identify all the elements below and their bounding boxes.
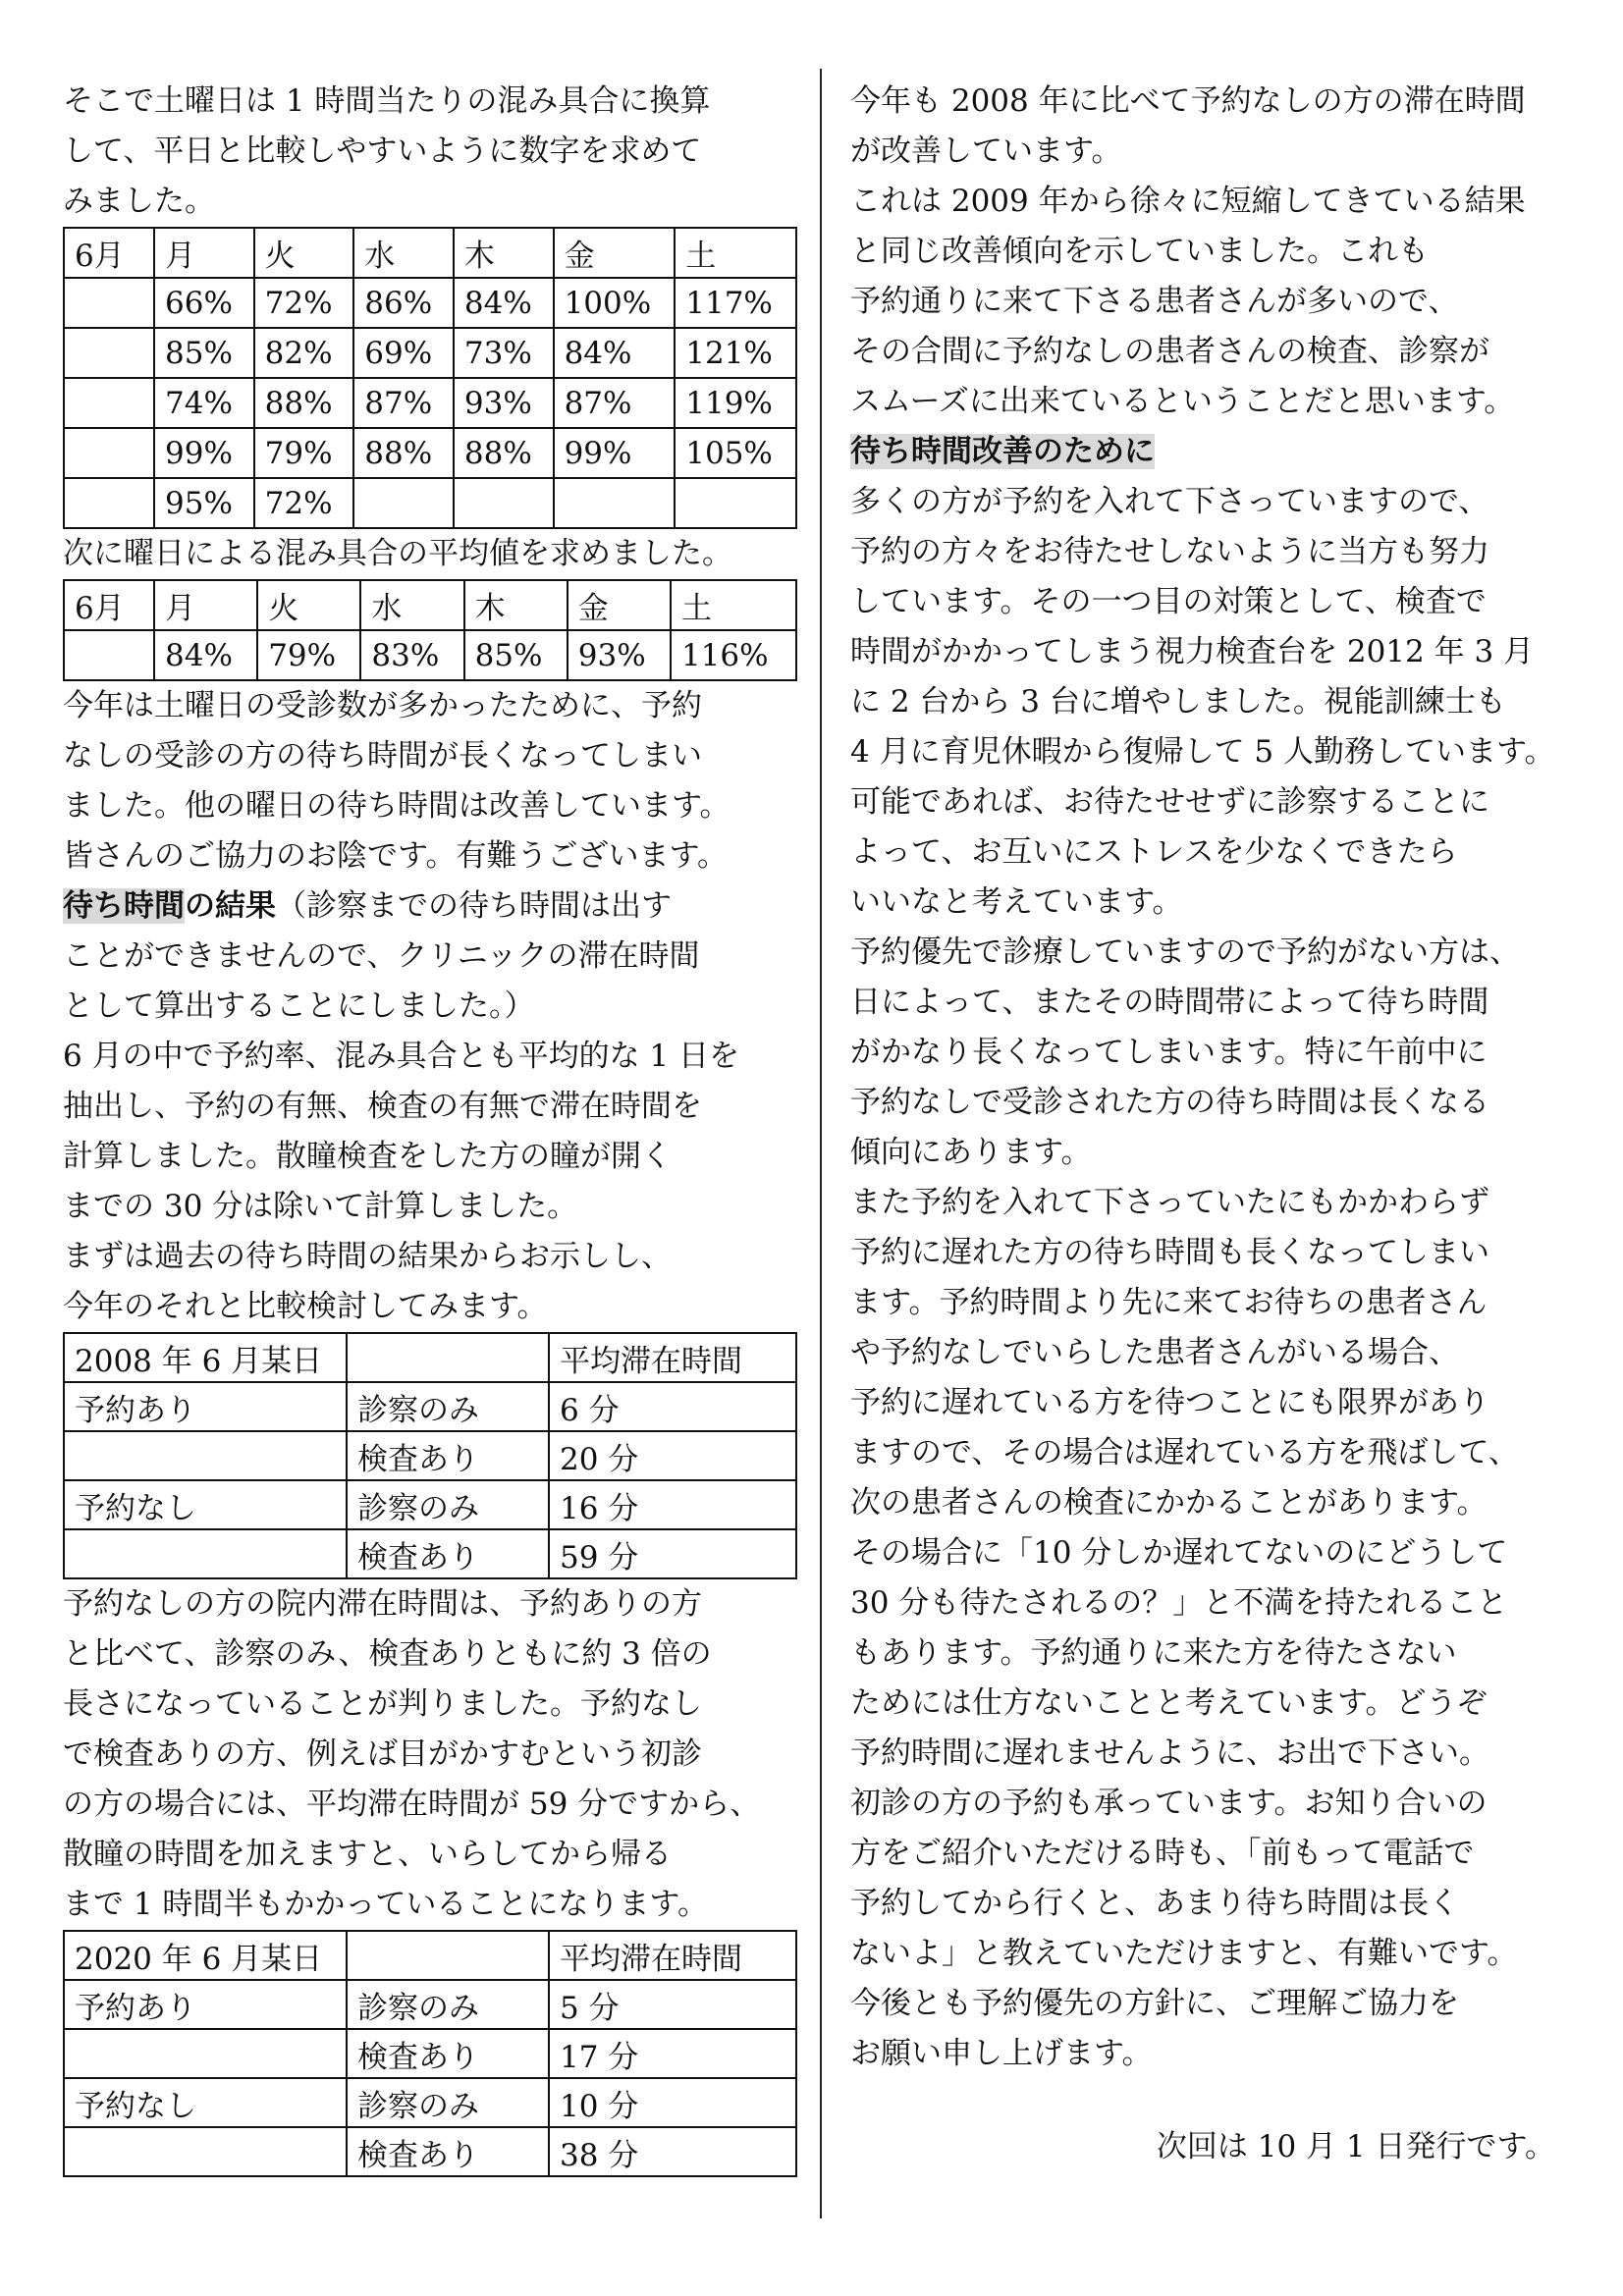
text-line: 今年も 2008 年に比べて予約なしの方の滞在時間 [850, 83, 1526, 119]
table-cell [64, 2029, 347, 2078]
table-cell: 79% [257, 630, 360, 680]
left-column [63, 77, 797, 2177]
text-line: 予約に遅れた方の待ち時間も長くなってしまい [850, 1235, 1489, 1270]
text-line: 予約なしで受診された方の待ち時間は長くなる [850, 1085, 1489, 1120]
table-cell: 予約なし [64, 1480, 347, 1529]
table-cell: 99% [154, 428, 254, 478]
text-line: ためには仕方ないことと考えています。どうぞ [850, 1685, 1488, 1721]
table-cell: 69% [353, 328, 454, 378]
results-heading-bold: の結果 [185, 888, 276, 924]
text-line: 予約時間に遅れませんように、お出で下さい。 [850, 1735, 1489, 1771]
stay-time-table-2020 [63, 1930, 797, 2177]
text-line: に 2 台から 3 台に増やしました。視能訓練士も [850, 684, 1506, 720]
table-cell: 88% [353, 428, 454, 478]
text-line: そこで土曜日は 1 時間当たりの混み具合に換算 [63, 83, 711, 119]
table-cell: 診察のみ [347, 1980, 549, 2029]
table-cell: 火 [257, 580, 360, 630]
next-issue-note: 次回は 10 月 1 日発行です。 [1156, 2129, 1555, 2164]
text-line: 予約なしの方の院内滞在時間は、予約ありの方 [63, 1586, 702, 1622]
text-line: 日によって、またその時間帯によって待ち時間 [850, 985, 1489, 1020]
table-cell: 72% [254, 278, 354, 328]
table-cell: 木 [454, 228, 554, 278]
improvement-heading-line [850, 427, 1555, 477]
table-cell: 予約なし [64, 2078, 347, 2127]
table-cell: 79% [254, 428, 354, 478]
table-cell: 金 [568, 580, 671, 630]
text-line: 予約してから行くと、あまり待ち時間は長く [850, 1886, 1459, 1921]
table-cell: 73% [454, 328, 554, 378]
table-header-row [64, 580, 796, 630]
efforts-paragraph [850, 477, 1555, 2079]
saturday-paragraph [63, 681, 797, 881]
table-cell: 116% [671, 630, 796, 680]
table-cell [64, 378, 154, 428]
intro-paragraph [63, 77, 797, 227]
improvement-paragraph [850, 77, 1555, 427]
text-line: 予約に遅れている方を待つことにも限界があり [850, 1385, 1489, 1420]
text-line: が改善しています。 [850, 133, 1122, 169]
text-line: また予約を入れて下さっていたにもかかわらず [850, 1185, 1489, 1220]
table-cell [64, 328, 154, 378]
text-line: 傾向にあります。 [850, 1135, 1092, 1170]
table-cell: 火 [254, 228, 354, 278]
table-cell: 93% [454, 378, 554, 428]
improvement-heading: 待ち時間改善のために [850, 434, 1155, 469]
text-line: 予約優先で診療していますので予約がない方は、 [850, 934, 1520, 970]
table-row [64, 2127, 796, 2176]
text-line: ました。他の曜日の待ち時間は改善しています。 [63, 788, 730, 824]
text-line: ますので、その場合は遅れている方を飛ばして、 [850, 1435, 1519, 1470]
table-cell: 16 分 [549, 1480, 796, 1529]
table-cell: 86% [353, 278, 454, 328]
table-row [64, 428, 796, 478]
table-cell: 診察のみ [347, 1382, 549, 1431]
results-heading-line [63, 881, 797, 932]
table-header-row [64, 1931, 796, 1980]
table-row [64, 278, 796, 328]
text-line: と同じ改善傾向を示していました。これも [850, 234, 1429, 269]
table-cell: 38 分 [549, 2127, 796, 2176]
table-row [64, 630, 796, 680]
table-cell: 土 [671, 580, 796, 630]
table-cell: 平均滞在時間 [549, 1333, 796, 1382]
text-line: 散瞳の時間を加えますと、いらしてから帰る [63, 1837, 672, 1872]
table-cell: 85% [464, 630, 568, 680]
table-cell: 72% [254, 478, 354, 528]
text-line: 6 月の中で予約率、混み具合とも平均的な 1 日を [63, 1039, 740, 1074]
table-cell: 87% [353, 378, 454, 428]
table-cell: 84% [454, 278, 554, 328]
text-line: 時間がかかってしまう視力検査台を 2012 年 3 月 [850, 634, 1535, 669]
average-intro: 次に曜日による混み具合の平均値を求めました。 [63, 536, 732, 571]
text-line: の方の場合には、平均滞在時間が 59 分ですから、 [63, 1787, 761, 1822]
text-line: までの 30 分は除いて計算しました。 [63, 1189, 578, 1224]
table-header-row [64, 1333, 796, 1382]
table-cell: 10 分 [549, 2078, 796, 2127]
table-cell [64, 1431, 347, 1480]
text-line: 多くの方が予約を入れて下さっていますので、 [850, 484, 1489, 519]
daily-congestion-table [63, 227, 797, 529]
table-row [64, 378, 796, 428]
text-line: ないよ」と教えていただけますと、有難いです。 [850, 1936, 1518, 1971]
table-cell [347, 1931, 549, 1980]
table-cell: 93% [568, 630, 671, 680]
text-line: 今年は土曜日の受診数が多かったために、予約 [63, 688, 702, 723]
table-cell: 木 [464, 580, 568, 630]
table-cell: 6月 [64, 228, 154, 278]
table-cell: 平均滞在時間 [549, 1931, 796, 1980]
table-cell [64, 1529, 347, 1578]
table-row [64, 1480, 796, 1529]
table-row [64, 478, 796, 528]
text-line: いいなと考えています。 [850, 884, 1183, 920]
table-cell: 88% [254, 378, 354, 428]
table-cell [64, 630, 154, 680]
table-cell [353, 478, 454, 528]
table-cell: 水 [353, 228, 454, 278]
stay-time-table-2008 [63, 1332, 797, 1579]
table-row [64, 2078, 796, 2127]
table-cell: 検査あり [347, 2127, 549, 2176]
table-cell: 土 [675, 228, 796, 278]
table-cell: 検査あり [347, 2029, 549, 2078]
text-line: なしの受診の方の待ち時間が長くなってしまい [63, 738, 702, 774]
table-cell: 121% [675, 328, 796, 378]
table-cell: 117% [675, 278, 796, 328]
text-line: スムーズに出来ているということだと思います。 [850, 384, 1515, 419]
table-header-row [64, 228, 796, 278]
table-cell [675, 478, 796, 528]
comparison-paragraph [63, 1579, 797, 1930]
table-cell: 99% [554, 428, 676, 478]
right-column [850, 77, 1555, 2172]
table-cell: 83% [360, 630, 463, 680]
spacer [850, 2079, 1555, 2122]
text-line: と比べて、診察のみ、検査ありともに約 3 倍の [63, 1636, 712, 1672]
table-cell [554, 478, 676, 528]
text-line: ことができませんので、クリニックの滞在時間 [63, 938, 700, 974]
text-line: で検査ありの方、例えば目がかすむという初診 [63, 1736, 702, 1772]
table-cell: 月 [154, 580, 257, 630]
text-line: これは 2009 年から徐々に短縮してきている結果 [850, 184, 1526, 219]
text-line: 可能であれば、お待たせせずに診察することに [850, 784, 1489, 820]
table-row [64, 1431, 796, 1480]
table-cell: 88% [454, 428, 554, 478]
text-line: として算出することにしました。） [63, 988, 535, 1024]
text-line: 計算しました。散瞳検査をした方の瞳が開く [63, 1139, 672, 1174]
table-cell [454, 478, 554, 528]
table-cell: 119% [675, 378, 796, 428]
table-cell: 74% [154, 378, 254, 428]
table-cell: 水 [360, 580, 463, 630]
weekday-average-table [63, 579, 797, 681]
table-cell: 金 [554, 228, 676, 278]
text-line: がかなり長くなってしまいます。特に午前中に [850, 1035, 1488, 1070]
text-line: 長さになっていることが判りました。予約なし [63, 1686, 702, 1722]
column-divider [820, 69, 822, 2218]
table-cell: 95% [154, 478, 254, 528]
table-cell: 検査あり [347, 1431, 549, 1480]
results-heading-note: （診察までの待ち時間は出す [276, 888, 672, 924]
table-row [64, 1529, 796, 1578]
table-cell: 84% [154, 630, 257, 680]
text-line: 皆さんのご協力のお陰です。有難うございます。 [63, 838, 729, 874]
table-cell: 予約あり [64, 1980, 347, 2029]
results-heading-highlight: 待ち時間 [63, 888, 185, 924]
table-cell: 66% [154, 278, 254, 328]
table-row [64, 328, 796, 378]
text-line: しています。その一つ目の対策として、検査で [850, 584, 1487, 619]
table-cell: 診察のみ [347, 2078, 549, 2127]
table-cell: 2020 年 6 月某日 [64, 1931, 347, 1980]
table-row [64, 1382, 796, 1431]
table-cell: 2008 年 6 月某日 [64, 1333, 347, 1382]
text-line: 予約通りに来て下さる患者さんが多いので、 [850, 284, 1459, 319]
text-line: まずは過去の待ち時間の結果からお示しし、 [63, 1239, 672, 1274]
table-cell: 105% [675, 428, 796, 478]
text-line: ます。予約時間より先に来てお待ちの患者さん [850, 1285, 1488, 1320]
text-line: みました。 [63, 184, 215, 219]
text-line: 今後とも予約優先の方針に、ご理解ご協力を [850, 1986, 1459, 2021]
table-row [64, 1980, 796, 2029]
table-cell: 予約あり [64, 1382, 347, 1431]
table-cell: 59 分 [549, 1529, 796, 1578]
text-line: まで 1 時間半もかかっていることになります。 [63, 1887, 708, 1922]
table-cell: 月 [154, 228, 254, 278]
table-cell: 85% [154, 328, 254, 378]
table-cell [64, 2127, 347, 2176]
table-cell [64, 278, 154, 328]
table-cell: 20 分 [549, 1431, 796, 1480]
text-line: 初診の方の予約も承っています。お知り合いの [850, 1786, 1488, 1821]
results-section [63, 881, 797, 1332]
table-row [64, 2029, 796, 2078]
table-cell: 6 分 [549, 1382, 796, 1431]
text-line: お願い申し上げます。 [850, 2036, 1153, 2071]
text-line: して、平日と比較しやすいように数字を求めて [63, 133, 702, 169]
table-cell [347, 1333, 549, 1382]
text-line: 30 分も待たされるの？」と不満を持たれること [850, 1585, 1508, 1621]
table-cell: 6月 [64, 580, 154, 630]
table-cell: 検査あり [347, 1529, 549, 1578]
text-line: よって、お互いにストレスを少なくできたら [850, 834, 1458, 870]
table-cell: 診察のみ [347, 1480, 549, 1529]
text-line: 次の患者さんの検査にかかることがあります。 [850, 1485, 1488, 1521]
text-line: 抽出し、予約の有無、検査の有無で滞在時間を [63, 1089, 702, 1124]
text-line: 4 月に育児休暇から復帰して 5 人勤務しています。 [850, 734, 1555, 770]
table-cell: 5 分 [549, 1980, 796, 2029]
text-line: 方をご紹介いただける時も、「前もって電話で [850, 1836, 1475, 1871]
text-line: 今年のそれと比較検討してみます。 [63, 1289, 548, 1324]
text-line: や予約なしでいらした患者さんがいる場合、 [850, 1335, 1459, 1370]
table-cell: 87% [554, 378, 676, 428]
text-line: その合間に予約なしの患者さんの検査、診察が [850, 334, 1489, 369]
table-cell: 100% [554, 278, 676, 328]
text-line: 予約の方々をお待たせしないように当方も努力 [850, 534, 1489, 569]
table-cell [64, 478, 154, 528]
table-cell: 82% [254, 328, 354, 378]
table-cell: 17 分 [549, 2029, 796, 2078]
text-line: その場合に「10 分しか遅れてないのにどうして [850, 1535, 1508, 1571]
text-line: もあります。予約通りに来た方を待たさない [850, 1635, 1457, 1671]
table-cell [64, 428, 154, 478]
table-cell: 84% [554, 328, 676, 378]
